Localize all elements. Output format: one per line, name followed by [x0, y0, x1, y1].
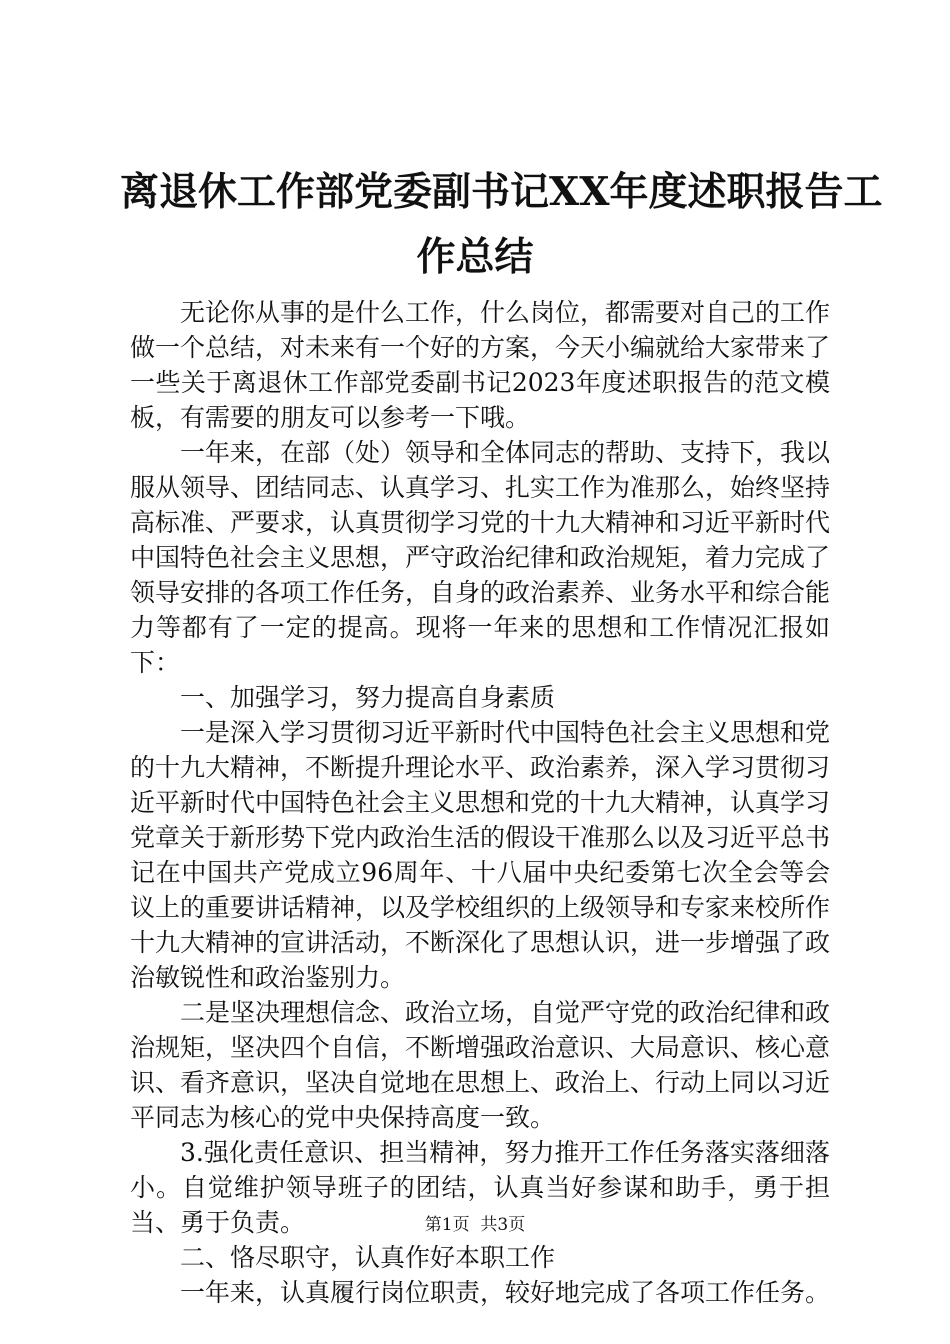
section-heading-duty: 二、恪尽职守，认真作好本职工作 — [180, 1243, 556, 1272]
study-paragraph-one: 一是深入学习贯彻习近平新时代中国特色社会主义思想和党的十九大精神，不断提升理论水平、政治素养，深入学习贯彻习近平新时代中国特色社会主义思想和党的十九大精神，认真学习党章关于新形势下党内政治生活的假设干准那么以及习近平总书记在中国共产党成立96周年、十八届中央纪委第七次全会等会议上的重要讲话精神，以及学校组织的上级领导和专家来校所作十九大精神的宣讲活动，不断深化了思想认识，进一步增强了政治敏锐性和政治鉴别力。 — [130, 718, 831, 992]
study-paragraph-two: 二是坚决理想信念、政治立场，自觉严守党的政治纪律和政治规矩，坚决四个自信，不断增强政治意识、大局意识、核心意识、看齐意识，坚决自觉地在思想上、政治上、行动上同以习近平同志为核心的党中央保持高度一致。 — [130, 998, 831, 1132]
footer-spacer — [470, 1215, 481, 1235]
document-body — [130, 295, 830, 1310]
study-paragraph-three: 3.强化责任意识、担当精神，努力推开工作任务落实落细落小。自觉维护领导班子的团结，认真当好参谋和助手，勇于担当、勇于负责。 — [130, 1138, 830, 1237]
page-number: 第1页 — [424, 1215, 470, 1235]
page-footer — [0, 1213, 950, 1237]
title-line-2: 作总结 — [416, 234, 534, 280]
document-title — [120, 160, 883, 290]
duty-paragraph: 一年来，认真履行岗位职责，较好地完成了各项工作任务。 — [180, 1278, 831, 1307]
page-total: 共3页 — [480, 1215, 526, 1235]
title-line-1: 离退休工作部党委副书记XX年度述职报告工 — [120, 169, 883, 215]
overview-paragraph: 一年来，在部（处）领导和全体同志的帮助、支持下，我以服从领导、团结同志、认真学习、扎实工作为准那么，始终坚持高标准、严要求，认真贯彻学习党的十九大精神和习近平新时代中国特色社会主义思想，严守政治纪律和政治规矩，着力完成了领导安排的各项工作任务，自身的政治素养、业务水平和综合能力等都有了一定的提高。现将一年来的思想和工作情况汇报如下： — [130, 438, 831, 677]
intro-paragraph: 无论你从事的是什么工作，什么岗位，都需要对自己的工作做一个总结，对未来有一个好的方案，今天小编就给大家带来了一些关于离退休工作部党委副书记2023年度述职报告的范文模板，有需要的朋友可以参考一下哦。 — [130, 298, 831, 432]
section-heading-study: 一、加强学习，努力提高自身素质 — [180, 683, 556, 712]
